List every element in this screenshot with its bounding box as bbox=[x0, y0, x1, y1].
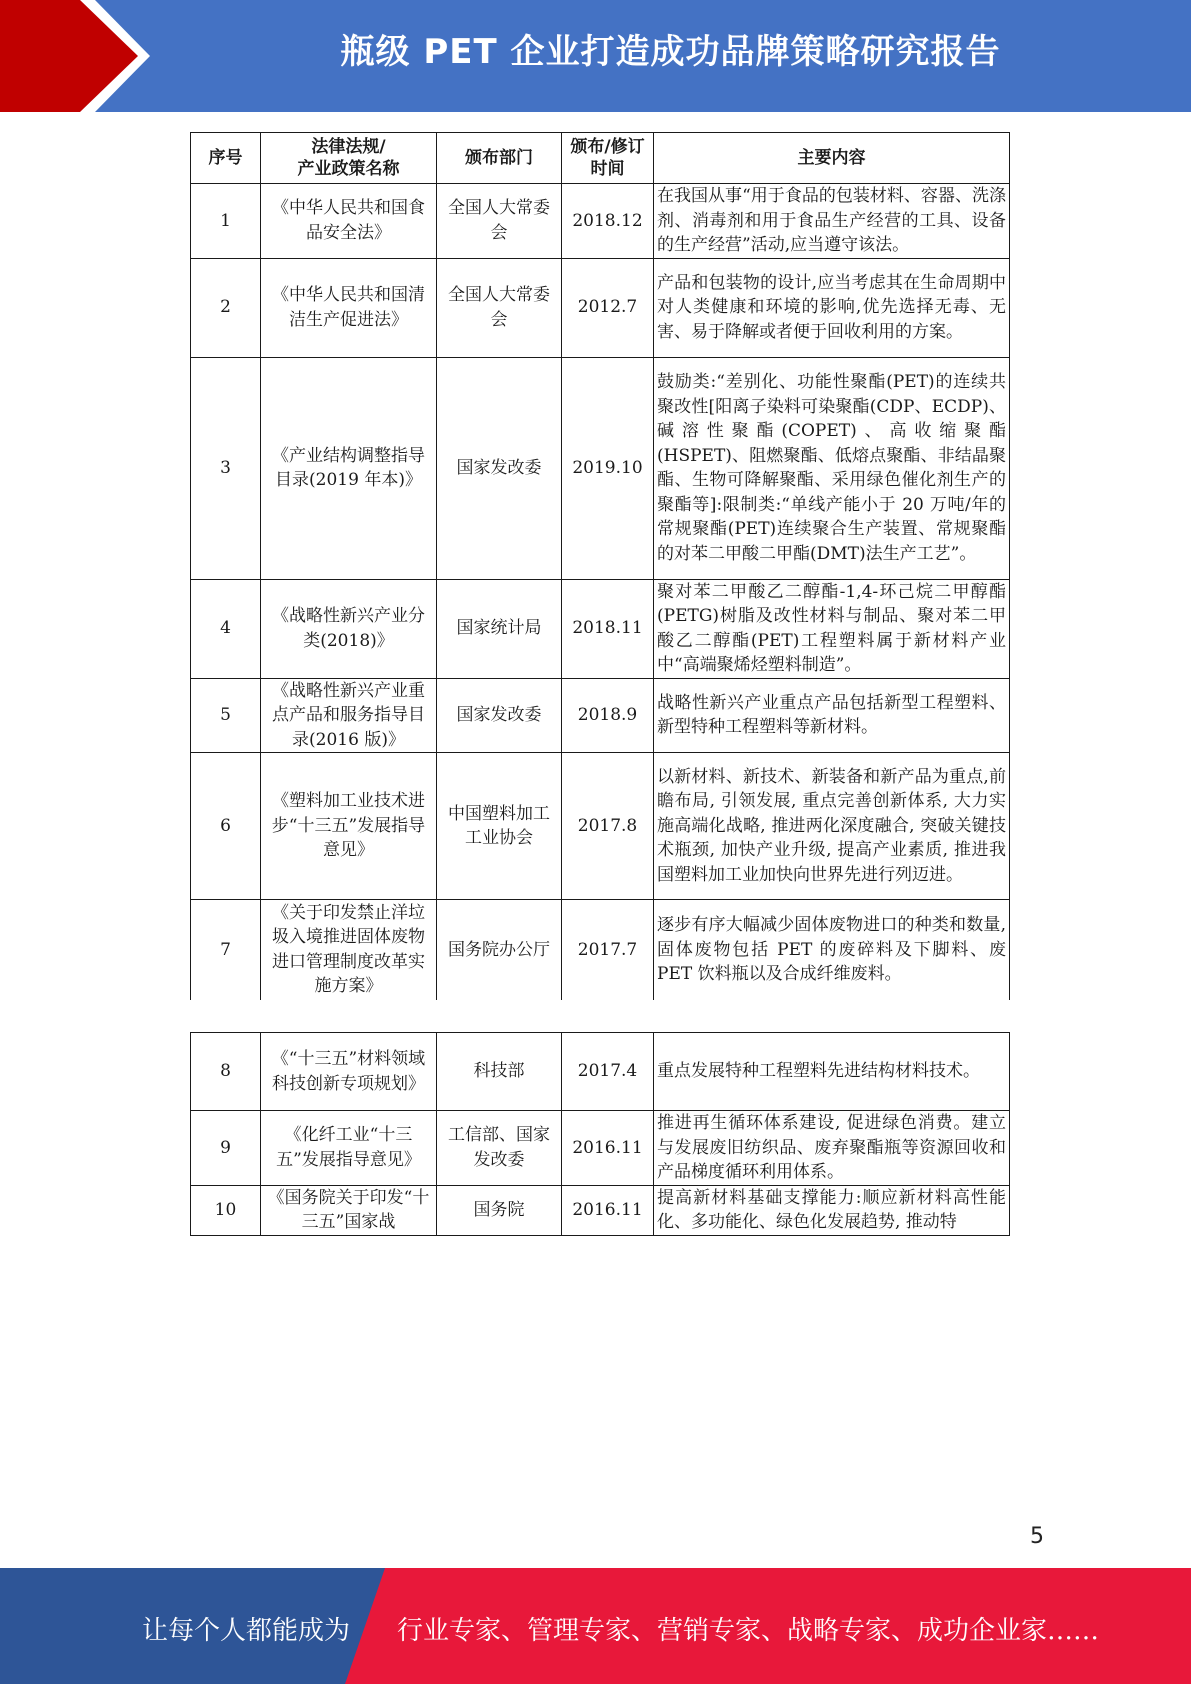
cell-name: 《关于印发禁止洋垃圾入境推进固体废物进口管理制度改革实施方案》 bbox=[261, 900, 437, 1000]
table-row bbox=[191, 1111, 1010, 1186]
cell-date: 2019.10 bbox=[562, 357, 654, 579]
cell-no: 5 bbox=[191, 678, 261, 753]
cell-dept: 国家统计局 bbox=[437, 579, 562, 678]
page-number: 5 bbox=[1030, 1524, 1044, 1549]
cell-content: 战略性新兴产业重点产品包括新型工程塑料、新型特种工程塑料等新材料。 bbox=[654, 678, 1010, 753]
header-name: 法律法规/ 产业政策名称 bbox=[261, 133, 437, 184]
cell-name: 《国务院关于印发“十三五”国家战 bbox=[261, 1185, 437, 1235]
cell-dept: 国务院办公厅 bbox=[437, 900, 562, 1000]
cell-dept: 工信部、国家发改委 bbox=[437, 1111, 562, 1186]
cell-content: 重点发展特种工程塑料先进结构材料技术。 bbox=[654, 1033, 1010, 1111]
cell-content: 推进再生循环体系建设, 促进绿色消费。建立与发展废旧纺织品、废弃聚酯瓶等资源回收和产品梯度循环利用体系。 bbox=[654, 1111, 1010, 1186]
cell-date: 2018.9 bbox=[562, 678, 654, 753]
cell-no: 1 bbox=[191, 184, 261, 259]
header-dept: 颁布部门 bbox=[437, 133, 562, 184]
cell-name: 《产业结构调整指导目录(2019 年本)》 bbox=[261, 357, 437, 579]
page-footer bbox=[0, 1568, 1191, 1684]
table-row bbox=[191, 184, 1010, 259]
table-row bbox=[191, 900, 1010, 1000]
cell-dept: 科技部 bbox=[437, 1033, 562, 1111]
table-row bbox=[191, 579, 1010, 678]
footer-slogan-right: 行业专家、管理专家、营销专家、战略专家、成功企业家…… bbox=[397, 1616, 1100, 1646]
cell-content: 产品和包装物的设计,应当考虑其在生命周期中对人类健康和环境的影响,优先选择无毒、无害、易于降解或者便于回收利用的方案。 bbox=[654, 258, 1010, 357]
cell-content: 在我国从事“用于食品的包装材料、容器、洗涤剂、消毒剂和用于食品生产经营的工具、设备的生产经营”活动,应当遵守该法。 bbox=[654, 184, 1010, 259]
cell-date: 2017.7 bbox=[562, 900, 654, 1000]
cell-name: 《“十三五”材料领域科技创新专项规划》 bbox=[261, 1033, 437, 1111]
cell-name: 《战略性新兴产业分类(2018)》 bbox=[261, 579, 437, 678]
table-row bbox=[191, 357, 1010, 579]
cell-content: 以新材料、新技术、新装备和新产品为重点,前瞻布局, 引领发展, 重点完善创新体系, 大力实施高端化战略, 推进两化深度融合, 突破关键技术瓶颈, 加快产业升级, 提高产业素质, 推进我国塑料加工业加快向世界先进行列迈进。 bbox=[654, 753, 1010, 900]
cell-date: 2012.7 bbox=[562, 258, 654, 357]
table-row bbox=[191, 1185, 1010, 1235]
footer-slogan-left: 让每个人都能成为 bbox=[142, 1616, 351, 1646]
cell-dept: 中国塑料加工工业协会 bbox=[437, 753, 562, 900]
law-table-part1 bbox=[190, 132, 1010, 1000]
cell-dept: 全国人大常委会 bbox=[437, 258, 562, 357]
cell-content: 提高新材料基础支撑能力:顺应新材料高性能化、多功能化、绿色化发展趋势, 推动特 bbox=[654, 1185, 1010, 1235]
cell-date: 2018.12 bbox=[562, 184, 654, 259]
cell-date: 2016.11 bbox=[562, 1111, 654, 1186]
table-row bbox=[191, 678, 1010, 753]
cell-date: 2017.8 bbox=[562, 753, 654, 900]
cell-dept: 国务院 bbox=[437, 1185, 562, 1235]
cell-dept: 国家发改委 bbox=[437, 357, 562, 579]
table-header-row bbox=[191, 133, 1010, 184]
page-header bbox=[0, 0, 1191, 112]
cell-date: 2016.11 bbox=[562, 1185, 654, 1235]
cell-name: 《中华人民共和国食品安全法》 bbox=[261, 184, 437, 259]
cell-no: 4 bbox=[191, 579, 261, 678]
cell-name: 《战略性新兴产业重点产品和服务指导目录(2016 版)》 bbox=[261, 678, 437, 753]
header-date: 颁布/修订 时间 bbox=[562, 133, 654, 184]
cell-no: 9 bbox=[191, 1111, 261, 1186]
cell-no: 7 bbox=[191, 900, 261, 1000]
table-row bbox=[191, 258, 1010, 357]
header-content: 主要内容 bbox=[654, 133, 1010, 184]
cell-name: 《化纤工业“十三五”发展指导意见》 bbox=[261, 1111, 437, 1186]
chevron-decoration bbox=[0, 0, 150, 112]
cell-content: 聚对苯二甲酸乙二醇酯-1,4-环己烷二甲醇酯(PETG)树脂及改性材料与制品、聚对苯二甲酸乙二醇酯(PET)工程塑料属于新材料产业中“高端聚烯烃塑料制造”。 bbox=[654, 579, 1010, 678]
cell-no: 2 bbox=[191, 258, 261, 357]
cell-content: 逐步有序大幅减少固体废物进口的种类和数量, 固体废物包括 PET 的废碎料及下脚料、废 PET 饮料瓶以及合成纤维废料。 bbox=[654, 900, 1010, 1000]
cell-date: 2017.4 bbox=[562, 1033, 654, 1111]
cell-content: 鼓励类:“差别化、功能性聚酯(PET)的连续共聚改性[阳离子染料可染聚酯(CDP、ECDP)、碱溶性聚酯(COPET)、高收缩聚酯(HSPET)、阻燃聚酯、低熔点聚酯、非结晶聚酯、生物可降解聚酯、采用绿色催化剂生产的聚酯等]:限制类:“单线产能小于 20 万吨/年的常规聚酯(PET)连续聚合生产装置、常规聚酯的对苯二甲酸二甲酯(DMT)法生产工艺”。 bbox=[654, 357, 1010, 579]
cell-no: 6 bbox=[191, 753, 261, 900]
cell-name: 《中华人民共和国清洁生产促进法》 bbox=[261, 258, 437, 357]
cell-name: 《塑料加工业技术进步“十三五”发展指导意见》 bbox=[261, 753, 437, 900]
table-row bbox=[191, 1033, 1010, 1111]
table-row bbox=[191, 753, 1010, 900]
page-title: 瓶级 PET 企业打造成功品牌策略研究报告 bbox=[340, 32, 1001, 72]
header-no: 序号 bbox=[191, 133, 261, 184]
law-table-part2 bbox=[190, 1032, 1010, 1236]
cell-dept: 全国人大常委会 bbox=[437, 184, 562, 259]
cell-dept: 国家发改委 bbox=[437, 678, 562, 753]
cell-no: 3 bbox=[191, 357, 261, 579]
cell-no: 10 bbox=[191, 1185, 261, 1235]
cell-date: 2018.11 bbox=[562, 579, 654, 678]
cell-no: 8 bbox=[191, 1033, 261, 1111]
